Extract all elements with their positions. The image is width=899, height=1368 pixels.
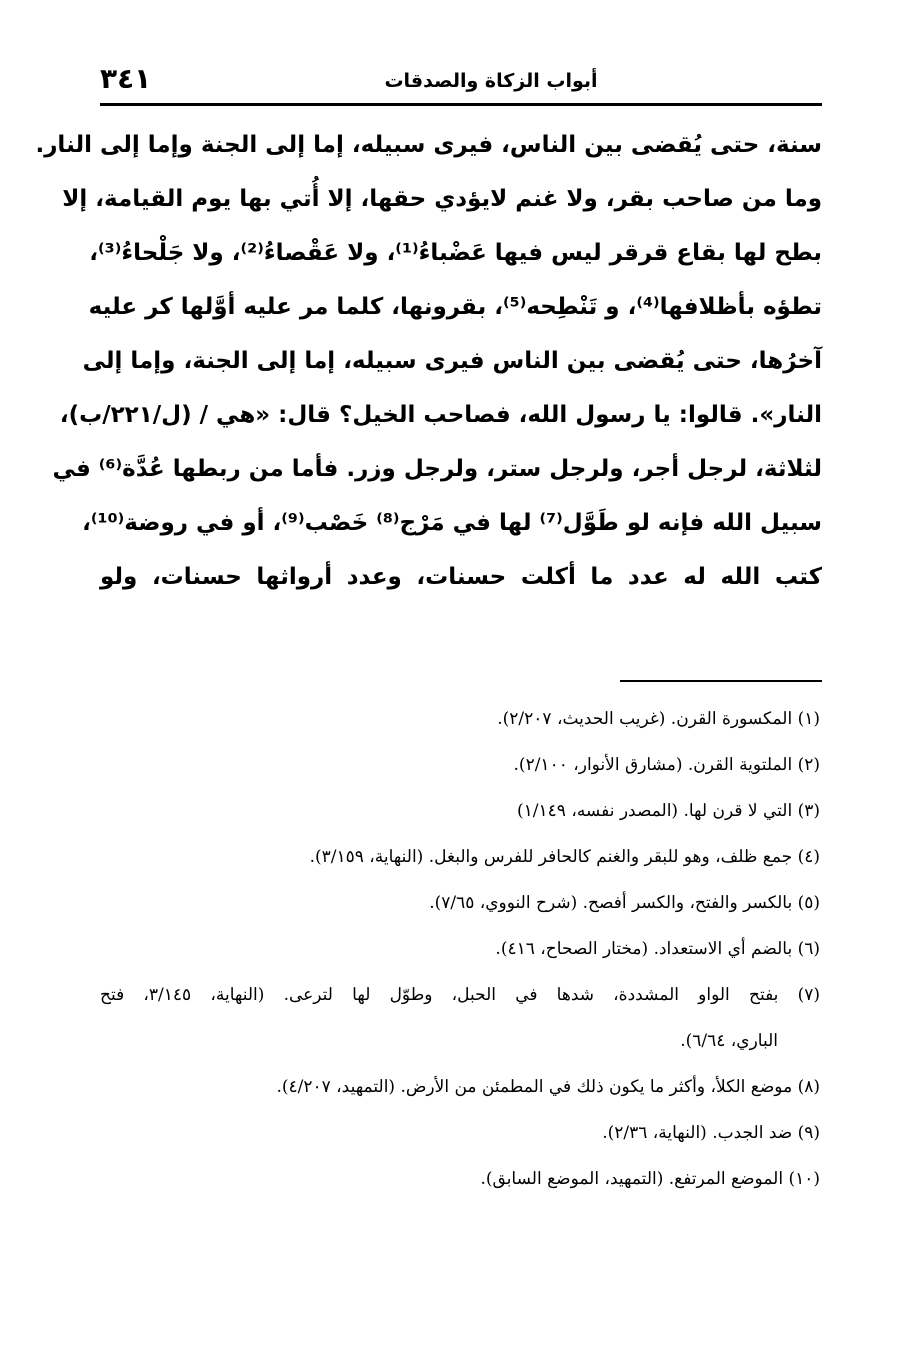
text-line: سنة، حتى يُقضى بين الناس، فيرى سبيله، إما إلى الجنة وإما إلى النار.: [35, 132, 822, 158]
footnote: (٨) موضع الكلأ، وأكثر ما يكون ذلك في المطمئن من الأرض. (التمهيد، ٤/٢٠٧).: [276, 1077, 820, 1097]
footnote: (١٠) الموضع المرتفع. (التمهيد، الموضع السابق).: [480, 1169, 820, 1189]
text-line: كتب الله له عدد ما أكلت حسنات، وعدد أرواثها حسنات، ولو: [100, 564, 822, 590]
text-line: النار». قالوا: يا رسول الله، فصاحب الخيل؟ قال: «هي / (ل/٢٢١/ب)،: [59, 402, 822, 428]
footnote: (٣) التي لا قرن لها. (المصدر نفسه، ١/١٤٩): [517, 801, 820, 821]
footnote: (٩) ضد الجدب. (النهاية، ٢/٣٦).: [602, 1123, 820, 1143]
text-line: تطؤه بأظلافها⁽⁴⁾، و تَنْطِحه⁽⁵⁾، بقرونها، كلما مر عليه أوَّلها كر عليه: [88, 294, 822, 320]
main-text: [35, 118, 822, 604]
page-number: ٣٤١: [100, 62, 152, 95]
footnote: (٢) الملتوية القرن. (مشارق الأنوار، ٢/١٠٠).: [513, 755, 820, 775]
footnote: (٤) جمع ظلف، وهو للبقر والغنم كالحافر للفرس والبغل. (النهاية، ٣/١٥٩).: [309, 847, 820, 867]
text-line: وما من صاحب بقر، ولا غنم لايؤدي حقها، إلا أُتي بها يوم القيامة، إلا: [62, 186, 822, 212]
footnote: (١) المكسورة القرن. (غريب الحديث، ٢/٢٠٧).: [497, 709, 820, 729]
footnote-separator: [620, 680, 822, 682]
footnotes: [100, 696, 822, 1202]
text-line: سبيل الله فإنه لو طَوَّل⁽⁷⁾ لها في مَرْج⁽⁸⁾ خَصْب⁽⁹⁾، أو في روضة⁽¹⁰⁾،: [82, 510, 822, 536]
footnote: (٥) بالكسر والفتح، والكسر أفصح. (شرح النووي، ٧/٦٥).: [429, 893, 820, 913]
footnote: (٧) بفتح الواو المشددة، شدها في الحبل، وطوّل لها لترعى. (النهاية، ٣/١٤٥، فتح: [100, 985, 821, 1005]
header-rule: [100, 103, 822, 106]
text-line: بطح لها بقاع قرقر ليس فيها عَضْباءُ⁽¹⁾، ولا عَقْصاءُ⁽²⁾، ولا جَلْحاءُ⁽³⁾،: [89, 240, 822, 266]
text-line: آخرُها، حتى يُقضى بين الناس فيرى سبيله، إما إلى الجنة، وإما إلى: [82, 348, 822, 374]
footnote-continuation: الباري، ٦/٦٤).: [680, 1031, 778, 1051]
running-header: [100, 62, 822, 102]
text-line: لثلاثة، لرجل أجر، ولرجل ستر، ولرجل وزر. فأما من ربطها عُدَّة⁽⁶⁾ في: [52, 456, 822, 482]
chapter-title: أبواب الزكاة والصدقات: [384, 70, 598, 92]
footnote: (٦) بالضم أي الاستعداد. (مختار الصحاح، ٤١٦).: [495, 939, 820, 959]
